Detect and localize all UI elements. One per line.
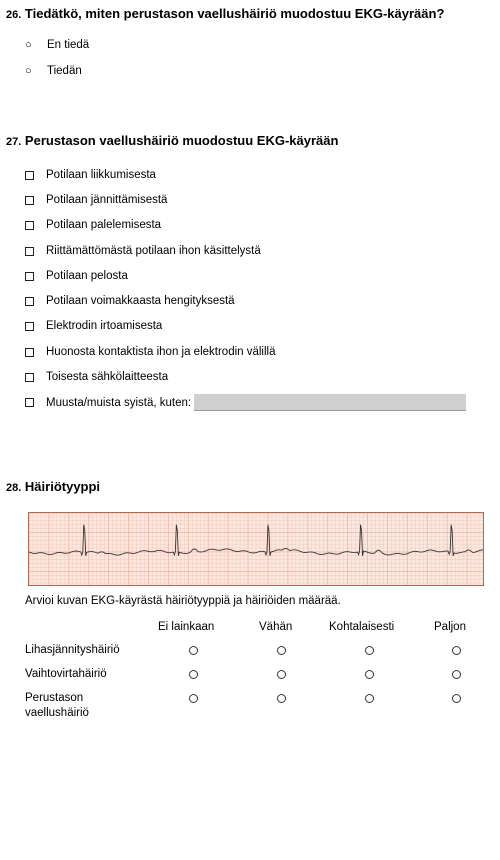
q27-option-label: Riittämättömästä potilaan ihon käsittelystä: [46, 245, 261, 257]
other-reason-input[interactable]: [194, 394, 466, 411]
q26-option-label: En tiedä: [47, 39, 90, 51]
checkbox-icon: [25, 272, 34, 281]
q26-option-1[interactable]: [25, 65, 82, 77]
column-header-none: Ei lainkaan: [158, 621, 215, 633]
q27-option-9[interactable]: [25, 394, 466, 411]
checkbox-icon: [25, 196, 34, 205]
radio-baseline-little[interactable]: [277, 694, 286, 703]
q27-number: 27.: [6, 136, 22, 148]
radio-ac-little[interactable]: [277, 670, 286, 679]
q26-option-label: Tiedän: [47, 65, 82, 77]
q27-option-3[interactable]: [25, 245, 261, 257]
q27-option-label: Potilaan voimakkaasta hengityksestä: [46, 295, 235, 307]
radio-baseline-much[interactable]: [452, 694, 461, 703]
q27-option-label: Potilaan jännittämisestä: [46, 194, 168, 206]
radio-muscle-much[interactable]: [452, 646, 461, 655]
q27-option-0[interactable]: [25, 169, 156, 181]
row-label-baseline-wander: Perustason vaellushäiriö: [25, 692, 89, 719]
q27-option-label: Elektrodin irtoamisesta: [46, 320, 163, 332]
checkbox-icon: [25, 297, 34, 306]
q27-option-label: Toisesta sähkölaitteesta: [46, 371, 169, 383]
q28-instruction: Arvioi kuvan EKG-käyrästä häiriötyyppiä ja häiriöiden määrää.: [25, 595, 341, 607]
radio-ac-moderate[interactable]: [365, 670, 374, 679]
column-header-moderate: Kohtalaisesti: [329, 621, 395, 633]
q26-title-text: Tiedätkö, miten perustason vaellushäiriö muodostuu EKG-käyrään?: [24, 6, 445, 21]
q27-option-5[interactable]: [25, 295, 235, 307]
q27-option-label: Potilaan palelemisesta: [46, 219, 162, 231]
radio-baseline-moderate[interactable]: [365, 694, 374, 703]
checkbox-icon: [25, 221, 34, 230]
q27-option-4[interactable]: [25, 270, 128, 282]
q27-option-2[interactable]: [25, 219, 161, 231]
q26-option-0[interactable]: [25, 39, 89, 51]
q27-option-label: Muusta/muista syistä, kuten:: [46, 396, 192, 409]
q27-option-label: Potilaan liikkumisesta: [46, 169, 156, 181]
ecg-strip-image: [28, 512, 484, 586]
radio-icon: ○: [25, 39, 32, 51]
radio-ac-none[interactable]: [189, 670, 198, 679]
radio-muscle-little[interactable]: [277, 646, 286, 655]
row-label-muscle-tension: Lihasjännityshäiriö: [25, 644, 120, 656]
radio-ac-much[interactable]: [452, 670, 461, 679]
q27-option-8[interactable]: [25, 371, 168, 383]
q28-title-text: Häiriötyyppi: [24, 479, 101, 494]
q28-number: 28.: [6, 482, 22, 494]
radio-muscle-none[interactable]: [189, 646, 198, 655]
column-header-little: Vähän: [259, 621, 293, 633]
checkbox-icon: [25, 398, 34, 407]
q27-title: [6, 133, 338, 148]
checkbox-icon: [25, 348, 34, 357]
q28-title: [6, 479, 100, 494]
radio-icon: ○: [25, 65, 32, 77]
q27-option-1[interactable]: [25, 194, 167, 206]
row-label-ac-interference: Vaihtovirtahäiriö: [25, 668, 107, 680]
q27-title-text: Perustason vaellushäiriö muodostuu EKG-käyrään: [24, 133, 339, 148]
radio-baseline-none[interactable]: [189, 694, 198, 703]
radio-muscle-moderate[interactable]: [365, 646, 374, 655]
q27-option-label: Huonosta kontaktista ihon ja elektrodin välillä: [46, 346, 276, 358]
q26-title: [6, 6, 444, 21]
q27-option-6[interactable]: [25, 320, 162, 332]
checkbox-icon: [25, 373, 34, 382]
checkbox-icon: [25, 171, 34, 180]
q26-number: 26.: [6, 9, 22, 21]
column-header-much: Paljon: [434, 621, 466, 633]
checkbox-icon: [25, 322, 34, 331]
checkbox-icon: [25, 247, 34, 256]
q27-option-label: Potilaan pelosta: [46, 270, 128, 282]
q27-option-7[interactable]: [25, 346, 276, 358]
